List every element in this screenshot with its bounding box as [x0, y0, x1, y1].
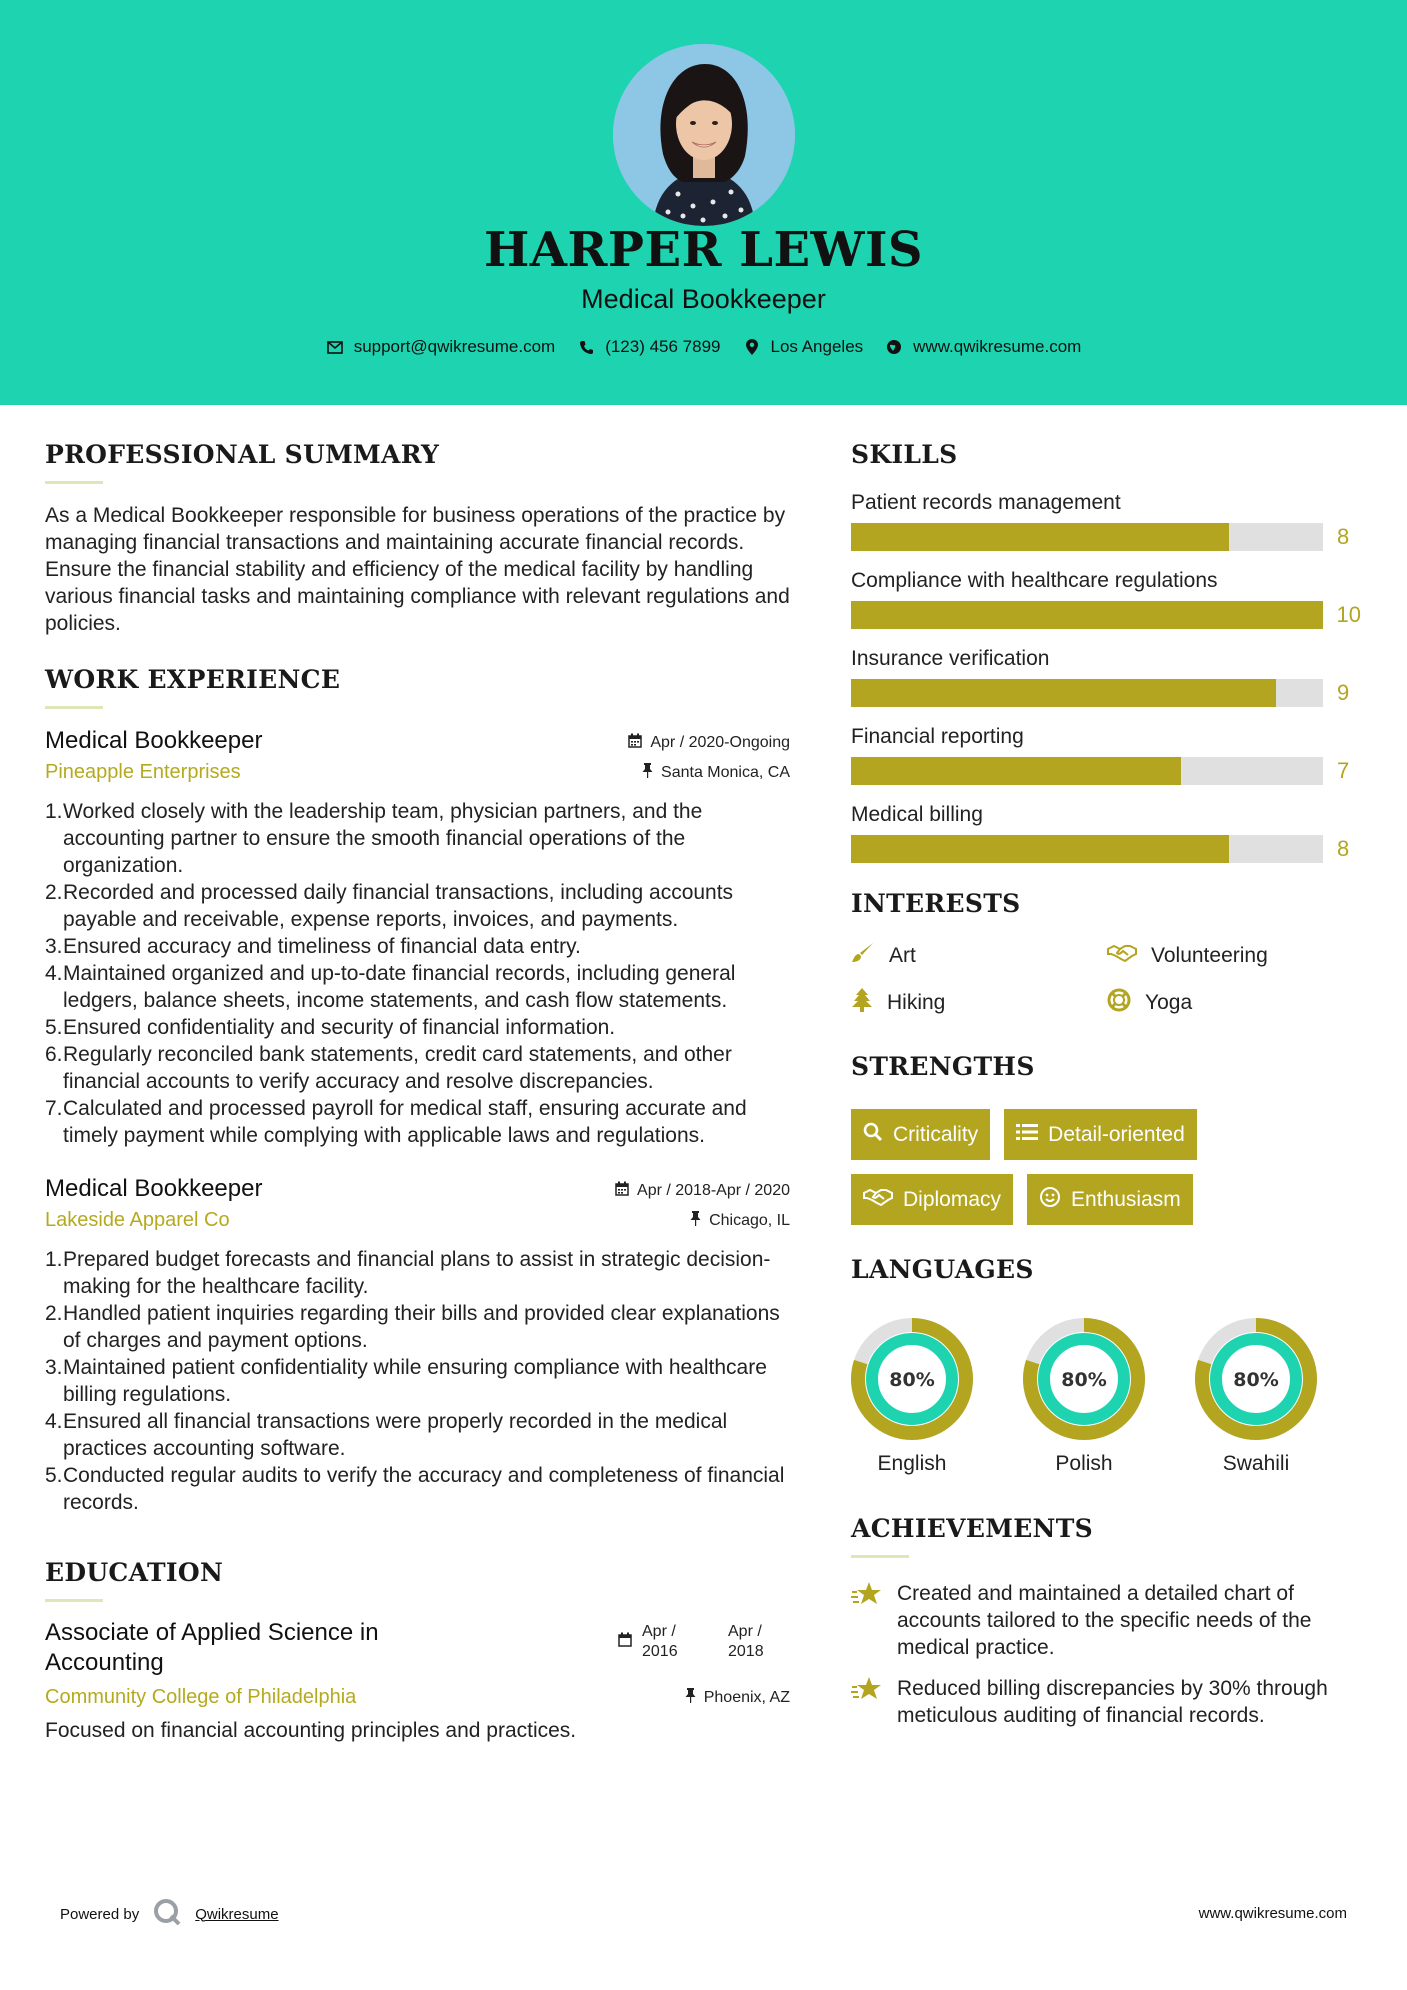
- pushpin-icon: [690, 1211, 701, 1231]
- duty-item: 1. Prepared budget forecasts and financial plans to assist in strategic decision-making for the healthcare facility.: [45, 1248, 771, 1298]
- skills-list: [851, 491, 1361, 863]
- contact-bar: [0, 337, 1407, 357]
- qwikresume-link[interactable]: Qwikresume: [195, 1905, 279, 1923]
- strengths-section: [851, 1052, 1361, 1225]
- achievement-item: Created and maintained a detailed chart of accounts tailored to the specific needs of the medical practice.: [851, 1580, 1361, 1661]
- job-location: [642, 763, 790, 783]
- skill-label: Financial reporting: [851, 725, 1024, 748]
- duty-item: 5. Conducted regular audits to verify the accuracy and completeness of financial records.: [45, 1464, 785, 1514]
- interests-section: [851, 889, 1361, 1018]
- school-name: Community College of Philadelphia: [45, 1686, 357, 1708]
- company-name: Pineapple Enterprises: [45, 761, 241, 783]
- languages-list: [851, 1318, 1361, 1476]
- summary-text: As a Medical Bookkeeper responsible for business operations of the practice by managing financial transactions and maintaining accurate financial records. Ensure the financial stability and efficiency of the medical facility by handling various financial tasks and maintaining compliance with relevant regulations and policies.: [45, 504, 790, 635]
- duty-item: 3. Ensured accuracy and timeliness of financial data entry.: [45, 935, 581, 958]
- star-icon: [851, 1580, 883, 1661]
- summary-heading: PROFESSIONAL SUMMARY: [45, 440, 440, 469]
- skill-label: Compliance with healthcare regulations: [851, 569, 1218, 592]
- footer-powered-by: [60, 1898, 279, 1930]
- calendar-icon: [628, 733, 642, 753]
- duty-item: 7. Calculated and processed payroll for medical staff, ensuring accurate and timely payment while complying with applicable laws and regulations.: [45, 1097, 747, 1147]
- contact-website-text: www.qwikresume.com: [913, 337, 1082, 356]
- duty-item: 2. Handled patient inquiries regarding their bills and provided clear explanations of charges and payment options.: [45, 1302, 780, 1352]
- candidate-title: Medical Bookkeeper: [581, 284, 826, 314]
- skill-item: [851, 569, 1361, 629]
- strengths-tags: [851, 1109, 1321, 1225]
- duty-item: 5. Ensured confidentiality and security of financial information.: [45, 1016, 616, 1039]
- skill-value: 10: [1336, 602, 1361, 627]
- skill-bar-fill: [851, 835, 1229, 863]
- calendar-icon: [618, 1632, 632, 1651]
- summary-section: [45, 440, 790, 637]
- skill-item: [851, 803, 1361, 863]
- skill-bar-track: [851, 835, 1323, 863]
- job-date-text: Apr / 2020-Ongoing: [650, 734, 790, 751]
- languages-heading: LANGUAGES: [851, 1255, 1034, 1284]
- skill-bar-track: [851, 601, 1323, 629]
- paintbrush-icon: [851, 942, 875, 970]
- achievements-section: [851, 1514, 1361, 1729]
- skill-value: 8: [1337, 524, 1350, 549]
- skill-bar-fill: [851, 601, 1323, 629]
- education-heading: EDUCATION: [45, 1558, 224, 1587]
- achievement-item: Reduced billing discrepancies by 30% through meticulous auditing of financial records.: [851, 1675, 1361, 1729]
- language-ring: [1195, 1318, 1317, 1440]
- skill-label: Patient records management: [851, 491, 1121, 514]
- job-entry: [45, 1175, 790, 1516]
- education-start: Apr / 2016: [642, 1623, 678, 1660]
- education-end: Apr / 2018: [728, 1623, 764, 1660]
- section-divider: [45, 481, 103, 484]
- lifering-icon: [1107, 988, 1131, 1018]
- language-percent: 80%: [889, 1369, 935, 1391]
- education-dates: [618, 1622, 790, 1678]
- education-section: [45, 1558, 790, 1744]
- avatar: [613, 44, 795, 226]
- skill-label: Medical billing: [851, 803, 983, 826]
- duty-item: 1. Worked closely with the leadership team, physician partners, and the accounting partner to ensure the smooth financial operations of the organization.: [45, 800, 703, 877]
- duty-item: 4. Ensured all financial transactions were properly recorded in the medical practices accounting software.: [45, 1410, 728, 1460]
- profile-photo: [613, 44, 795, 226]
- language-ring: [1023, 1318, 1145, 1440]
- strength-tag: Criticality: [851, 1109, 990, 1160]
- contact-phone-text: (123) 456 7899: [605, 337, 721, 356]
- job-title: Medical Bookkeeper: [45, 1175, 263, 1202]
- achievements-heading: ACHIEVEMENTS: [851, 1514, 1093, 1543]
- envelope-icon: [326, 338, 344, 356]
- education-location: [685, 1688, 790, 1708]
- smile-icon: [1039, 1186, 1061, 1214]
- language-item: [1195, 1318, 1317, 1476]
- experience-heading: WORK EXPERIENCE: [45, 665, 341, 694]
- skill-label: Insurance verification: [851, 647, 1050, 670]
- skill-value: 9: [1337, 680, 1350, 705]
- search-icon: [863, 1122, 883, 1148]
- section-divider: [851, 1555, 909, 1558]
- map-pin-icon: [743, 338, 761, 356]
- handshake-icon: [863, 1187, 893, 1213]
- strengths-heading: STRENGTHS: [851, 1052, 1035, 1081]
- contact-location-text: Los Angeles: [770, 337, 864, 356]
- phone-icon: [577, 338, 595, 356]
- job-location: [690, 1211, 790, 1231]
- duty-item: 2. Recorded and processed daily financial transactions, including accounts payable and receivable, expense reports, invoices, and payments.: [45, 881, 734, 931]
- contact-location: [743, 337, 864, 357]
- contact-phone[interactable]: [577, 337, 720, 357]
- skill-item: [851, 491, 1361, 551]
- footer-website[interactable]: www.qwikresume.com: [1198, 1905, 1347, 1922]
- skill-bar-fill: [851, 757, 1181, 785]
- interest-item: Art: [851, 942, 1107, 970]
- powered-by-label: Powered by: [60, 1905, 140, 1923]
- job-date: [615, 1181, 790, 1201]
- language-label: Swahili: [1222, 1452, 1290, 1475]
- skill-bar-track: [851, 757, 1323, 785]
- language-item: [1023, 1318, 1145, 1476]
- list-icon: [1016, 1123, 1038, 1147]
- interest-item: Hiking: [851, 988, 1107, 1018]
- candidate-name: HARPER LEWIS: [483, 222, 924, 278]
- skill-bar-track: [851, 679, 1323, 707]
- skill-item: [851, 725, 1361, 785]
- contact-website[interactable]: [885, 337, 1081, 357]
- skill-bar-fill: [851, 523, 1229, 551]
- section-divider: [45, 706, 103, 709]
- job-entry: [45, 727, 790, 1149]
- education-location-text: Phoenix, AZ: [703, 1689, 790, 1706]
- job-location-text: Santa Monica, CA: [661, 764, 790, 781]
- star-icon: [851, 1675, 883, 1729]
- skill-value: 8: [1337, 836, 1350, 861]
- pushpin-icon: [642, 763, 653, 783]
- right-column: [851, 440, 1361, 1729]
- skill-value: 7: [1337, 758, 1350, 783]
- duty-list: [45, 1246, 790, 1516]
- duty-list: [45, 798, 790, 1149]
- strength-tag: Diplomacy: [851, 1174, 1013, 1225]
- tree-icon: [851, 988, 873, 1018]
- language-item: [851, 1318, 973, 1476]
- degree-title: Associate of Applied Science in Accounting: [45, 1619, 379, 1676]
- company-name: Lakeside Apparel Co: [45, 1209, 230, 1231]
- calendar-icon: [615, 1181, 629, 1201]
- strength-tag: Detail-oriented: [1004, 1109, 1197, 1160]
- interests-heading: INTERESTS: [851, 889, 1021, 918]
- skill-bar-fill: [851, 679, 1276, 707]
- job-location-text: Chicago, IL: [709, 1212, 790, 1229]
- contact-email-text: support@qwikresume.com: [353, 337, 556, 356]
- duty-item: 4. Maintained organized and up-to-date financial records, including general ledgers, balance sheets, income statements, and cash flow statements.: [45, 962, 736, 1012]
- contact-email[interactable]: [326, 337, 556, 357]
- section-divider: [45, 1599, 103, 1602]
- globe-icon: [885, 338, 903, 356]
- interests-grid: [851, 942, 1361, 1018]
- job-title: Medical Bookkeeper: [45, 727, 263, 754]
- language-ring: [851, 1318, 973, 1440]
- duty-item: 6. Regularly reconciled bank statements, credit card statements, and other financial accounts to verify accuracy and resolve discrepancies.: [45, 1043, 732, 1093]
- language-label: English: [877, 1452, 947, 1475]
- skills-heading: SKILLS: [851, 440, 958, 469]
- skill-item: [851, 647, 1361, 707]
- handshake-icon: [1107, 943, 1137, 969]
- job-date-text: Apr / 2018-Apr / 2020: [637, 1182, 790, 1199]
- languages-section: [851, 1255, 1361, 1476]
- interest-item: Yoga: [1107, 988, 1327, 1018]
- strength-tag: Enthusiasm: [1027, 1174, 1193, 1225]
- interest-item: Volunteering: [1107, 942, 1327, 970]
- qwikresume-logo-icon: [153, 1898, 181, 1930]
- language-label: Polish: [1055, 1452, 1113, 1475]
- left-column: [45, 440, 790, 1744]
- skills-section: [851, 440, 1361, 863]
- skill-bar-track: [851, 523, 1323, 551]
- language-percent: 80%: [1233, 1369, 1279, 1391]
- pushpin-icon: [685, 1688, 696, 1708]
- header-banner: [0, 0, 1407, 405]
- job-date: [628, 733, 790, 753]
- education-description: Focused on financial accounting principles and practices.: [45, 1719, 577, 1742]
- experience-section: [45, 665, 790, 1516]
- duty-item: 3. Maintained patient confidentiality while ensuring compliance with healthcare billing regulations.: [45, 1356, 767, 1406]
- language-percent: 80%: [1061, 1369, 1107, 1391]
